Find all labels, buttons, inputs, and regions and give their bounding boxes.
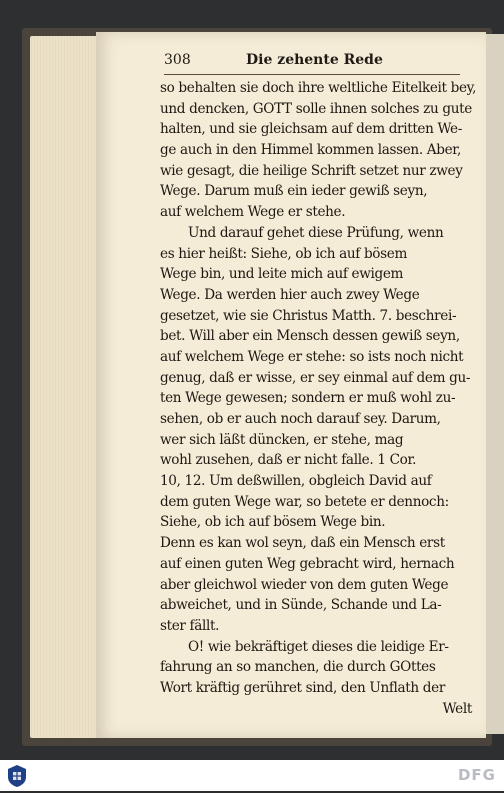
text-line: aber gleichwol wieder von dem guten Wege — [160, 576, 449, 593]
text-line: halten, und sie gleichsam auf dem dritten We- — [160, 121, 462, 138]
text-line: bet. Will aber ein Mensch dessen gewiß seyn, — [160, 328, 460, 345]
dfg-logo[interactable]: DFG — [457, 766, 496, 784]
text-line: Und darauf gehet diese Prüfung, wenn — [188, 224, 444, 241]
text-line: Wege bin, und leite mich auf ewigem — [160, 266, 404, 283]
page-number: 308 — [164, 52, 191, 68]
catchword: Welt — [442, 700, 472, 717]
viewer-footer — [0, 760, 504, 791]
text-line: gesetzet, wie sie Christus Matth. 7. beschrei- — [160, 307, 457, 324]
text-line: auf einen guten Weg gebracht wird, hernach — [160, 555, 455, 572]
text-line: ster fällt. — [160, 617, 220, 634]
facing-page-edge — [486, 34, 504, 734]
page-edges — [30, 36, 100, 738]
text-line: abweichet, und in Sünde, Schande und La- — [160, 597, 442, 614]
text-line: sehen, ob er auch noch darauf sey. Darum, — [160, 411, 441, 427]
text-line: wer sich läßt düncken, er stehe, mag — [160, 431, 404, 448]
text-line: so behalten sie doch ihre weltliche Eitelkeit bey, — [160, 80, 477, 96]
header-rule — [164, 74, 460, 75]
running-head: Die zehente Rede — [246, 52, 383, 68]
text-line: Wege. Darum muß ein ieder gewiß seyn, — [160, 183, 428, 200]
text-line: ten Wege gewesen; sondern er muß wohl zu- — [160, 390, 456, 407]
text-line: und dencken, GOTT solle ihnen solches zu gute — [160, 100, 472, 117]
text-line: Denn es kan wol seyn, daß ein Mensch erst — [160, 535, 445, 552]
text-line: ge auch in den Himmel kommen lassen. Aber, — [160, 142, 461, 159]
text-line: wohl zusehen, daß er nicht falle. 1 Cor. — [160, 452, 417, 469]
text-line: genug, daß er wisse, er sey einmal auf dem gu- — [160, 369, 471, 386]
page-header — [164, 52, 464, 76]
text-line: 10, 12. Um deßwillen, obgleich David auf — [160, 473, 432, 490]
text-line: dem guten Wege war, so betete er dennoch: — [160, 493, 449, 510]
text-line: auf welchem Wege er stehe: so ists noch nicht — [160, 348, 464, 365]
text-line: Wort kräftig gerühret sind, den Unflath der — [160, 679, 445, 696]
text-line: auf welchem Wege er stehe. — [160, 204, 346, 221]
text-line: es hier heißt: Siehe, ob ich auf bösem — [160, 245, 407, 262]
library-crest-icon[interactable] — [4, 763, 30, 789]
text-line: fahrung an so manchen, die durch GOttes — [160, 659, 436, 676]
page-text — [160, 78, 477, 719]
text-line: O! wie bekräftiget dieses die leidige Er- — [188, 638, 449, 655]
text-line: Wege. Da werden hier auch zwey Wege — [160, 286, 420, 303]
text-line: Siehe, ob ich auf bösem Wege bin. — [160, 514, 386, 531]
text-line: wie gesagt, die heilige Schrift setzet nur zwey — [160, 162, 463, 179]
